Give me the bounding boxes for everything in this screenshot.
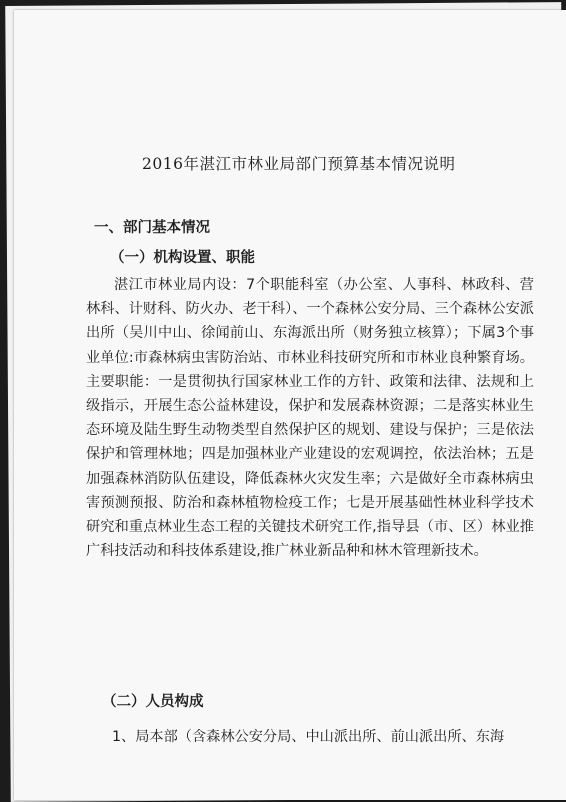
subsection-heading-staff: （二）人员构成 bbox=[102, 694, 204, 710]
document-title: 2016年湛江市林业局部门预算基本情况说明 bbox=[142, 155, 456, 173]
staff-item-1: 1、局本部（含森林公安分局、中山派出所、前山派出所、东海 bbox=[112, 729, 505, 745]
organization-paragraph: 湛江市林业局内设：7个职能科室（办公室、人事科、林政科、营林科、计财科、防火办、老干科）、一个森林公安分局、三个森林公安派出所（吴川中山、徐闻前山、东海派出所（财务独立核算）；下属3个事业单位:市森林病虫害防治站、市林业科技研究所和市林业良种繁育场。主要职能：一是贯彻执行国家林业工作的方针、政策和法律、法规和上级指示，开展生态公益林建设，保护和发展森林资源；二是落实林业生态环境及陆生野生动物类型自然保护区的规划、建设与保护；三是依法保护和管理林地；四是加强林业产业建设的宏观调控，依法治林；五是加强森林消防队伍建设，降低森林火灾发生率；六是做好全市森林病虫害预测预报、防治和森林植物检疫工作；七是开展基础性林业科学技术研究和重点林业生态工程的关键技术研究工作,指导县（市、区）林业推广科技活动和科技体系建设,推广林业新品种和林木管理新技术。 bbox=[86, 277, 534, 560]
subsection-heading-organization: （一）机构设置、职能 bbox=[110, 250, 255, 266]
document-page bbox=[14, 10, 566, 800]
section-heading-basic-info: 一、部门基本情况 bbox=[94, 220, 210, 236]
